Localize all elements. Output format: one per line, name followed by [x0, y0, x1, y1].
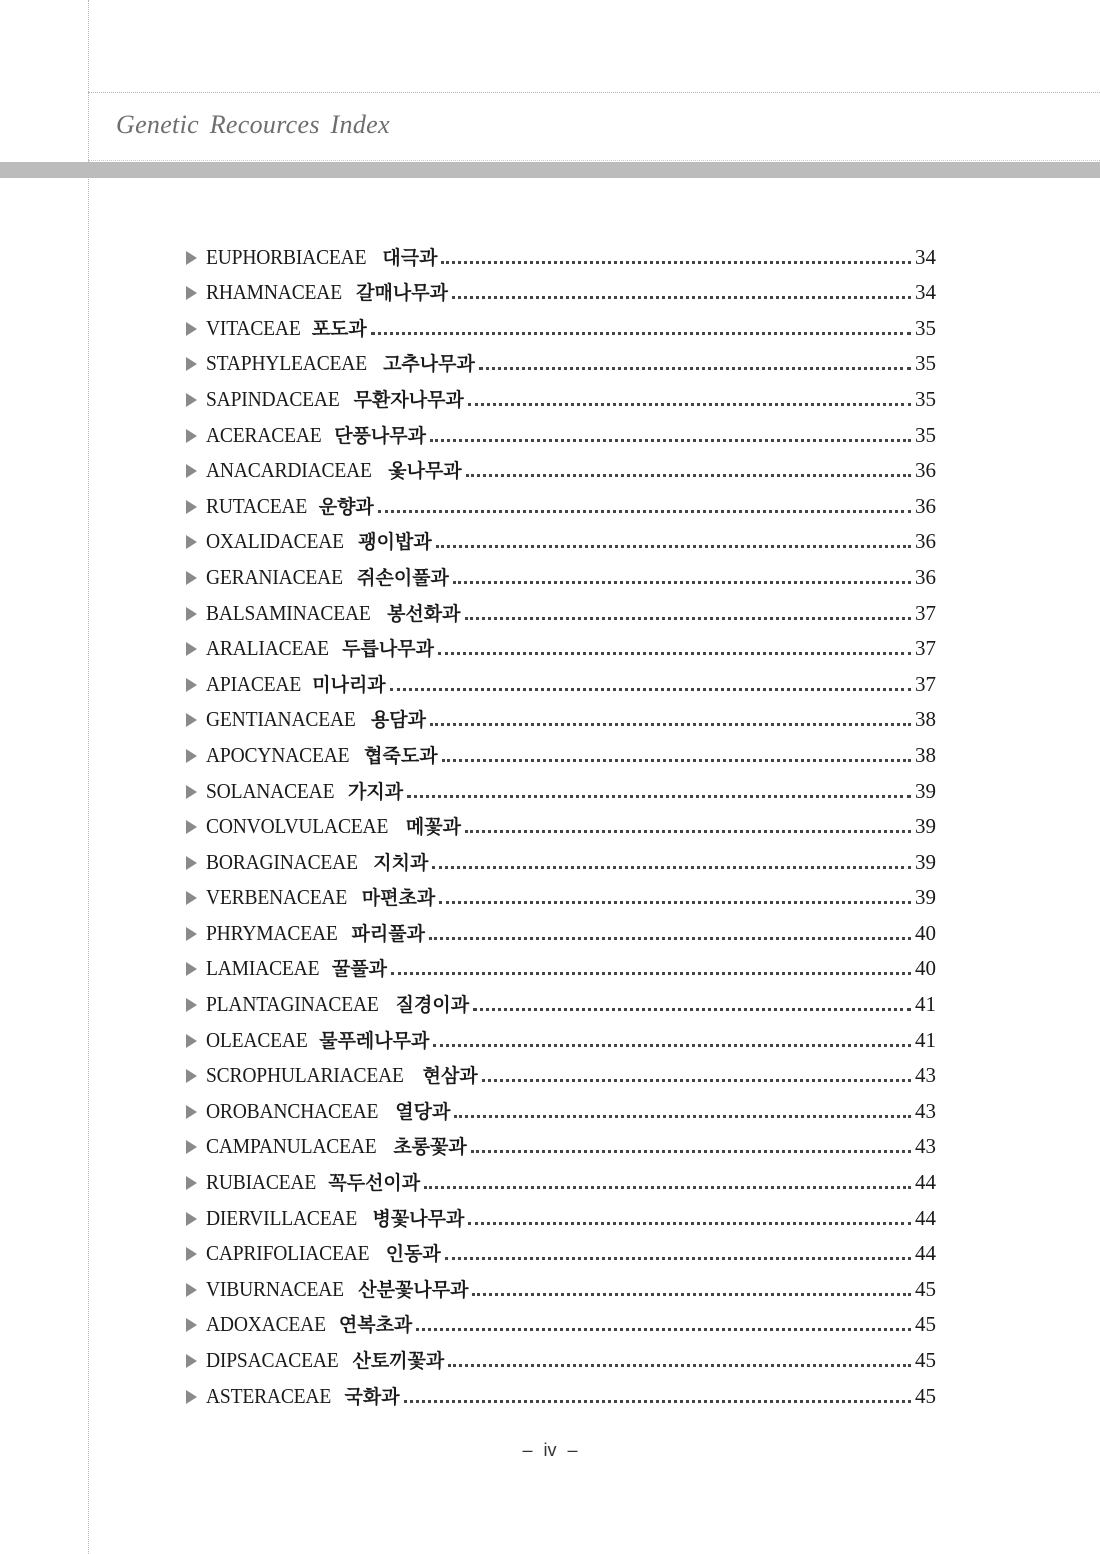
family-latin-name: LAMIACEAE	[206, 956, 320, 981]
page-number: 44	[915, 1241, 936, 1266]
page-number: 37	[915, 600, 936, 625]
dot-leader	[433, 1044, 911, 1047]
triangle-bullet-icon	[186, 357, 197, 371]
family-latin-name: VERBENACEAE	[206, 885, 348, 910]
family-korean-name: 미나리과	[312, 673, 386, 696]
dot-leader	[438, 652, 911, 655]
family-latin-name: RHAMNACEAE	[206, 280, 342, 305]
dot-leader	[473, 1008, 911, 1011]
toc-entry	[186, 944, 936, 980]
triangle-bullet-icon	[186, 1140, 197, 1154]
triangle-bullet-icon	[186, 962, 197, 976]
toc-entry	[186, 374, 936, 410]
triangle-bullet-icon	[186, 535, 197, 549]
triangle-bullet-icon	[186, 1247, 197, 1261]
triangle-bullet-icon	[186, 749, 197, 763]
toc-entry	[186, 730, 936, 766]
page-number: 39	[915, 778, 936, 803]
page-header-title: Genetic Recources Index	[116, 110, 390, 139]
dot-leader	[439, 901, 911, 904]
family-latin-name: OXALIDACEAE	[206, 529, 344, 554]
family-korean-name: 열당과	[395, 1100, 451, 1123]
header-band-guide	[88, 160, 1100, 161]
family-korean-name: 가지과	[348, 780, 404, 803]
page-number: 43	[915, 1098, 936, 1123]
toc-entry	[186, 1229, 936, 1265]
triangle-bullet-icon	[186, 1034, 197, 1048]
triangle-bullet-icon	[186, 1283, 197, 1297]
family-latin-name: CONVOLVULACEAE	[206, 814, 389, 839]
family-korean-name: 지치과	[373, 851, 429, 874]
dot-leader	[424, 1186, 911, 1189]
family-latin-name: BORAGINACEAE	[206, 849, 358, 874]
dot-leader	[432, 866, 911, 869]
triangle-bullet-icon	[186, 322, 197, 336]
margin-guide-horizontal	[88, 92, 1100, 93]
page-number: 45	[915, 1312, 936, 1337]
page-number: 36	[915, 458, 936, 483]
page-number: 35	[915, 315, 936, 340]
triangle-bullet-icon	[186, 500, 197, 514]
family-korean-name: 고추나무과	[383, 353, 475, 376]
family-korean-name: 산분꽃나무과	[358, 1278, 469, 1301]
family-korean-name: 현삼과	[422, 1065, 478, 1088]
toc-entry	[186, 1371, 936, 1407]
page-number: 37	[915, 671, 936, 696]
family-korean-name: 질경이과	[395, 994, 470, 1017]
page-number: 36	[915, 493, 936, 518]
page-number: 37	[915, 636, 936, 661]
dot-leader	[468, 403, 911, 406]
dot-leader	[441, 261, 911, 264]
family-korean-name: 산토끼꽃과	[352, 1350, 445, 1372]
triangle-bullet-icon	[186, 393, 197, 407]
toc-entry	[186, 1015, 936, 1051]
dot-leader	[436, 545, 911, 548]
family-korean-name: 병꽃나무과	[372, 1207, 465, 1230]
triangle-bullet-icon	[186, 785, 197, 799]
family-latin-name: DIERVILLACEAE	[206, 1205, 358, 1230]
page-number: 39	[915, 849, 936, 874]
triangle-bullet-icon	[186, 678, 197, 692]
family-korean-name: 단풍나무과	[334, 424, 426, 447]
toc-entry	[186, 695, 936, 731]
dot-leader	[466, 474, 911, 477]
page-number: 45	[915, 1383, 936, 1408]
family-korean-name: 꿀풀과	[331, 958, 387, 981]
toc-entry	[186, 1193, 936, 1229]
toc-entry	[186, 1264, 936, 1300]
page-number: 38	[915, 707, 936, 732]
dot-leader	[378, 510, 911, 513]
family-korean-name: 마편초과	[361, 887, 436, 910]
dot-leader	[465, 830, 911, 833]
toc-entry	[186, 766, 936, 802]
family-latin-name: GENTIANACEAE	[206, 707, 356, 732]
family-korean-name: 봉선화과	[387, 602, 461, 625]
family-latin-name: CAPRIFOLIACEAE	[206, 1241, 370, 1266]
family-korean-name: 대극과	[382, 246, 438, 269]
dot-leader	[479, 367, 911, 370]
family-latin-name: ANACARDIACEAE	[206, 458, 372, 483]
toc-entry	[186, 659, 936, 695]
toc-entry	[186, 517, 936, 553]
family-latin-name: ACERACEAE	[206, 422, 322, 447]
page-number: 45	[915, 1276, 936, 1301]
triangle-bullet-icon	[186, 820, 197, 834]
family-latin-name: PLANTAGINACEAE	[206, 992, 379, 1017]
page-number-footer: – iv –	[522, 1440, 578, 1460]
dot-leader	[371, 332, 911, 335]
triangle-bullet-icon	[186, 1318, 197, 1332]
family-latin-name: ARALIACEAE	[206, 636, 329, 661]
dot-leader	[452, 296, 911, 299]
triangle-bullet-icon	[186, 642, 197, 656]
family-latin-name: VITACEAE	[206, 315, 301, 340]
dot-leader	[407, 795, 911, 798]
triangle-bullet-icon	[186, 1390, 197, 1404]
triangle-bullet-icon	[186, 713, 197, 727]
triangle-bullet-icon	[186, 998, 197, 1012]
dot-leader	[391, 972, 911, 975]
family-latin-name: ADOXACEAE	[206, 1312, 326, 1337]
triangle-bullet-icon	[186, 927, 197, 941]
toc-entry	[186, 837, 936, 873]
family-latin-name: VIBURNACEAE	[206, 1276, 344, 1301]
dot-leader	[468, 1222, 911, 1225]
family-latin-name: BALSAMINACEAE	[206, 600, 371, 625]
page-number: 40	[915, 956, 936, 981]
page-number: 34	[915, 280, 936, 305]
family-latin-name: SAPINDACEAE	[206, 386, 340, 411]
family-korean-name: 괭이밥과	[358, 531, 432, 554]
family-korean-name: 갈매나무과	[356, 282, 448, 305]
page-number: 40	[915, 920, 936, 945]
dot-leader	[429, 937, 911, 940]
dot-leader	[445, 1257, 911, 1260]
triangle-bullet-icon	[186, 1354, 197, 1368]
page-number: 34	[915, 244, 936, 269]
page-number: 35	[915, 386, 936, 411]
family-korean-name: 무환자나무과	[353, 388, 464, 411]
family-korean-name: 두릅나무과	[342, 638, 434, 661]
family-latin-name: SCROPHULARIACEAE	[206, 1063, 404, 1088]
family-korean-name: 쥐손이풀과	[357, 566, 449, 589]
dot-leader	[430, 439, 911, 442]
family-korean-name: 인동과	[385, 1243, 441, 1266]
page-number: 35	[915, 422, 936, 447]
family-latin-name: ASTERACEAE	[206, 1383, 332, 1408]
toc-entry	[186, 588, 936, 624]
page-number: 44	[915, 1170, 936, 1195]
toc-entry	[186, 1157, 936, 1193]
toc-entry	[186, 873, 936, 909]
toc-entry	[186, 232, 936, 268]
page-number: 41	[915, 1027, 936, 1052]
triangle-bullet-icon	[186, 891, 197, 905]
family-latin-name: EUPHORBIACEAE	[206, 244, 367, 269]
triangle-bullet-icon	[186, 1212, 197, 1226]
family-latin-name: RUTACEAE	[206, 493, 308, 518]
triangle-bullet-icon	[186, 1105, 197, 1119]
page-number: 41	[915, 992, 936, 1017]
toc-entry	[186, 1335, 936, 1371]
family-latin-name: STAPHYLEACEAE	[206, 351, 367, 376]
toc-entry	[186, 624, 936, 660]
dot-leader	[454, 1115, 911, 1118]
triangle-bullet-icon	[186, 856, 197, 870]
family-korean-name: 파리풀과	[351, 922, 425, 945]
family-korean-name: 용담과	[370, 709, 426, 732]
triangle-bullet-icon	[186, 286, 197, 300]
triangle-bullet-icon	[186, 429, 197, 443]
toc-entry	[186, 268, 936, 304]
family-latin-name: SOLANACEAE	[206, 778, 335, 803]
family-latin-name: APIACEAE	[206, 671, 302, 696]
page-number: 43	[915, 1134, 936, 1159]
page-number: 43	[915, 1063, 936, 1088]
family-korean-name: 국화과	[344, 1385, 400, 1408]
family-korean-name: 운향과	[318, 495, 374, 518]
family-korean-name: 꼭두선이과	[328, 1172, 421, 1195]
dot-leader	[453, 581, 911, 584]
triangle-bullet-icon	[186, 1069, 197, 1083]
page-number: 45	[915, 1348, 936, 1372]
header-band	[0, 162, 1100, 178]
toc-entry	[186, 339, 936, 375]
toc-entry	[186, 303, 936, 339]
triangle-bullet-icon	[186, 251, 197, 265]
margin-guide-vertical	[88, 0, 89, 1554]
family-latin-name: PHRYMACEAE	[206, 920, 338, 945]
dot-leader	[430, 723, 911, 726]
triangle-bullet-icon	[186, 571, 197, 585]
page-number: 39	[915, 814, 936, 839]
toc-entry	[186, 1122, 936, 1158]
page-number: 38	[915, 742, 936, 767]
page-number: 35	[915, 351, 936, 376]
toc-entry	[186, 481, 936, 517]
dot-leader	[390, 688, 911, 691]
family-latin-name: DIPSACACEAE	[206, 1348, 339, 1372]
dot-leader	[471, 1150, 911, 1153]
dot-leader	[448, 1364, 911, 1367]
toc-entry	[186, 552, 936, 588]
toc-entry	[186, 908, 936, 944]
triangle-bullet-icon	[186, 464, 197, 478]
toc-entry	[186, 802, 936, 838]
toc-entry	[186, 410, 936, 446]
family-korean-name: 물푸레나무과	[319, 1029, 430, 1052]
toc-entry	[186, 1086, 936, 1122]
toc-entry	[186, 1300, 936, 1336]
dot-leader	[416, 1328, 911, 1331]
toc-entry	[186, 446, 936, 482]
triangle-bullet-icon	[186, 607, 197, 621]
page-number: 36	[915, 529, 936, 554]
dot-leader	[472, 1293, 911, 1296]
family-korean-name: 옻나무과	[388, 460, 462, 483]
toc-entry	[186, 979, 936, 1015]
toc-entry	[186, 1051, 936, 1087]
page-number: 44	[915, 1205, 936, 1230]
dot-leader	[465, 617, 912, 620]
dot-leader	[442, 759, 911, 762]
family-korean-name: 연복초과	[338, 1314, 413, 1337]
family-latin-name: GERANIACEAE	[206, 564, 343, 589]
family-korean-name: 초롱꽃과	[393, 1136, 467, 1159]
family-korean-name: 포도과	[311, 317, 367, 340]
page-number: 36	[915, 564, 936, 589]
page-number: 39	[915, 885, 936, 910]
dot-leader	[482, 1079, 911, 1082]
family-korean-name: 메꽃과	[405, 816, 461, 839]
family-korean-name: 협죽도과	[364, 744, 438, 767]
triangle-bullet-icon	[186, 1176, 197, 1190]
family-latin-name: APOCYNACEAE	[206, 742, 350, 767]
dot-leader	[404, 1400, 911, 1403]
family-latin-name: CAMPANULACEAE	[206, 1134, 377, 1159]
table-of-contents	[186, 232, 936, 1407]
family-latin-name: OROBANCHACEAE	[206, 1098, 379, 1123]
family-latin-name: OLEACEAE	[206, 1027, 308, 1052]
family-latin-name: RUBIACEAE	[206, 1170, 317, 1195]
